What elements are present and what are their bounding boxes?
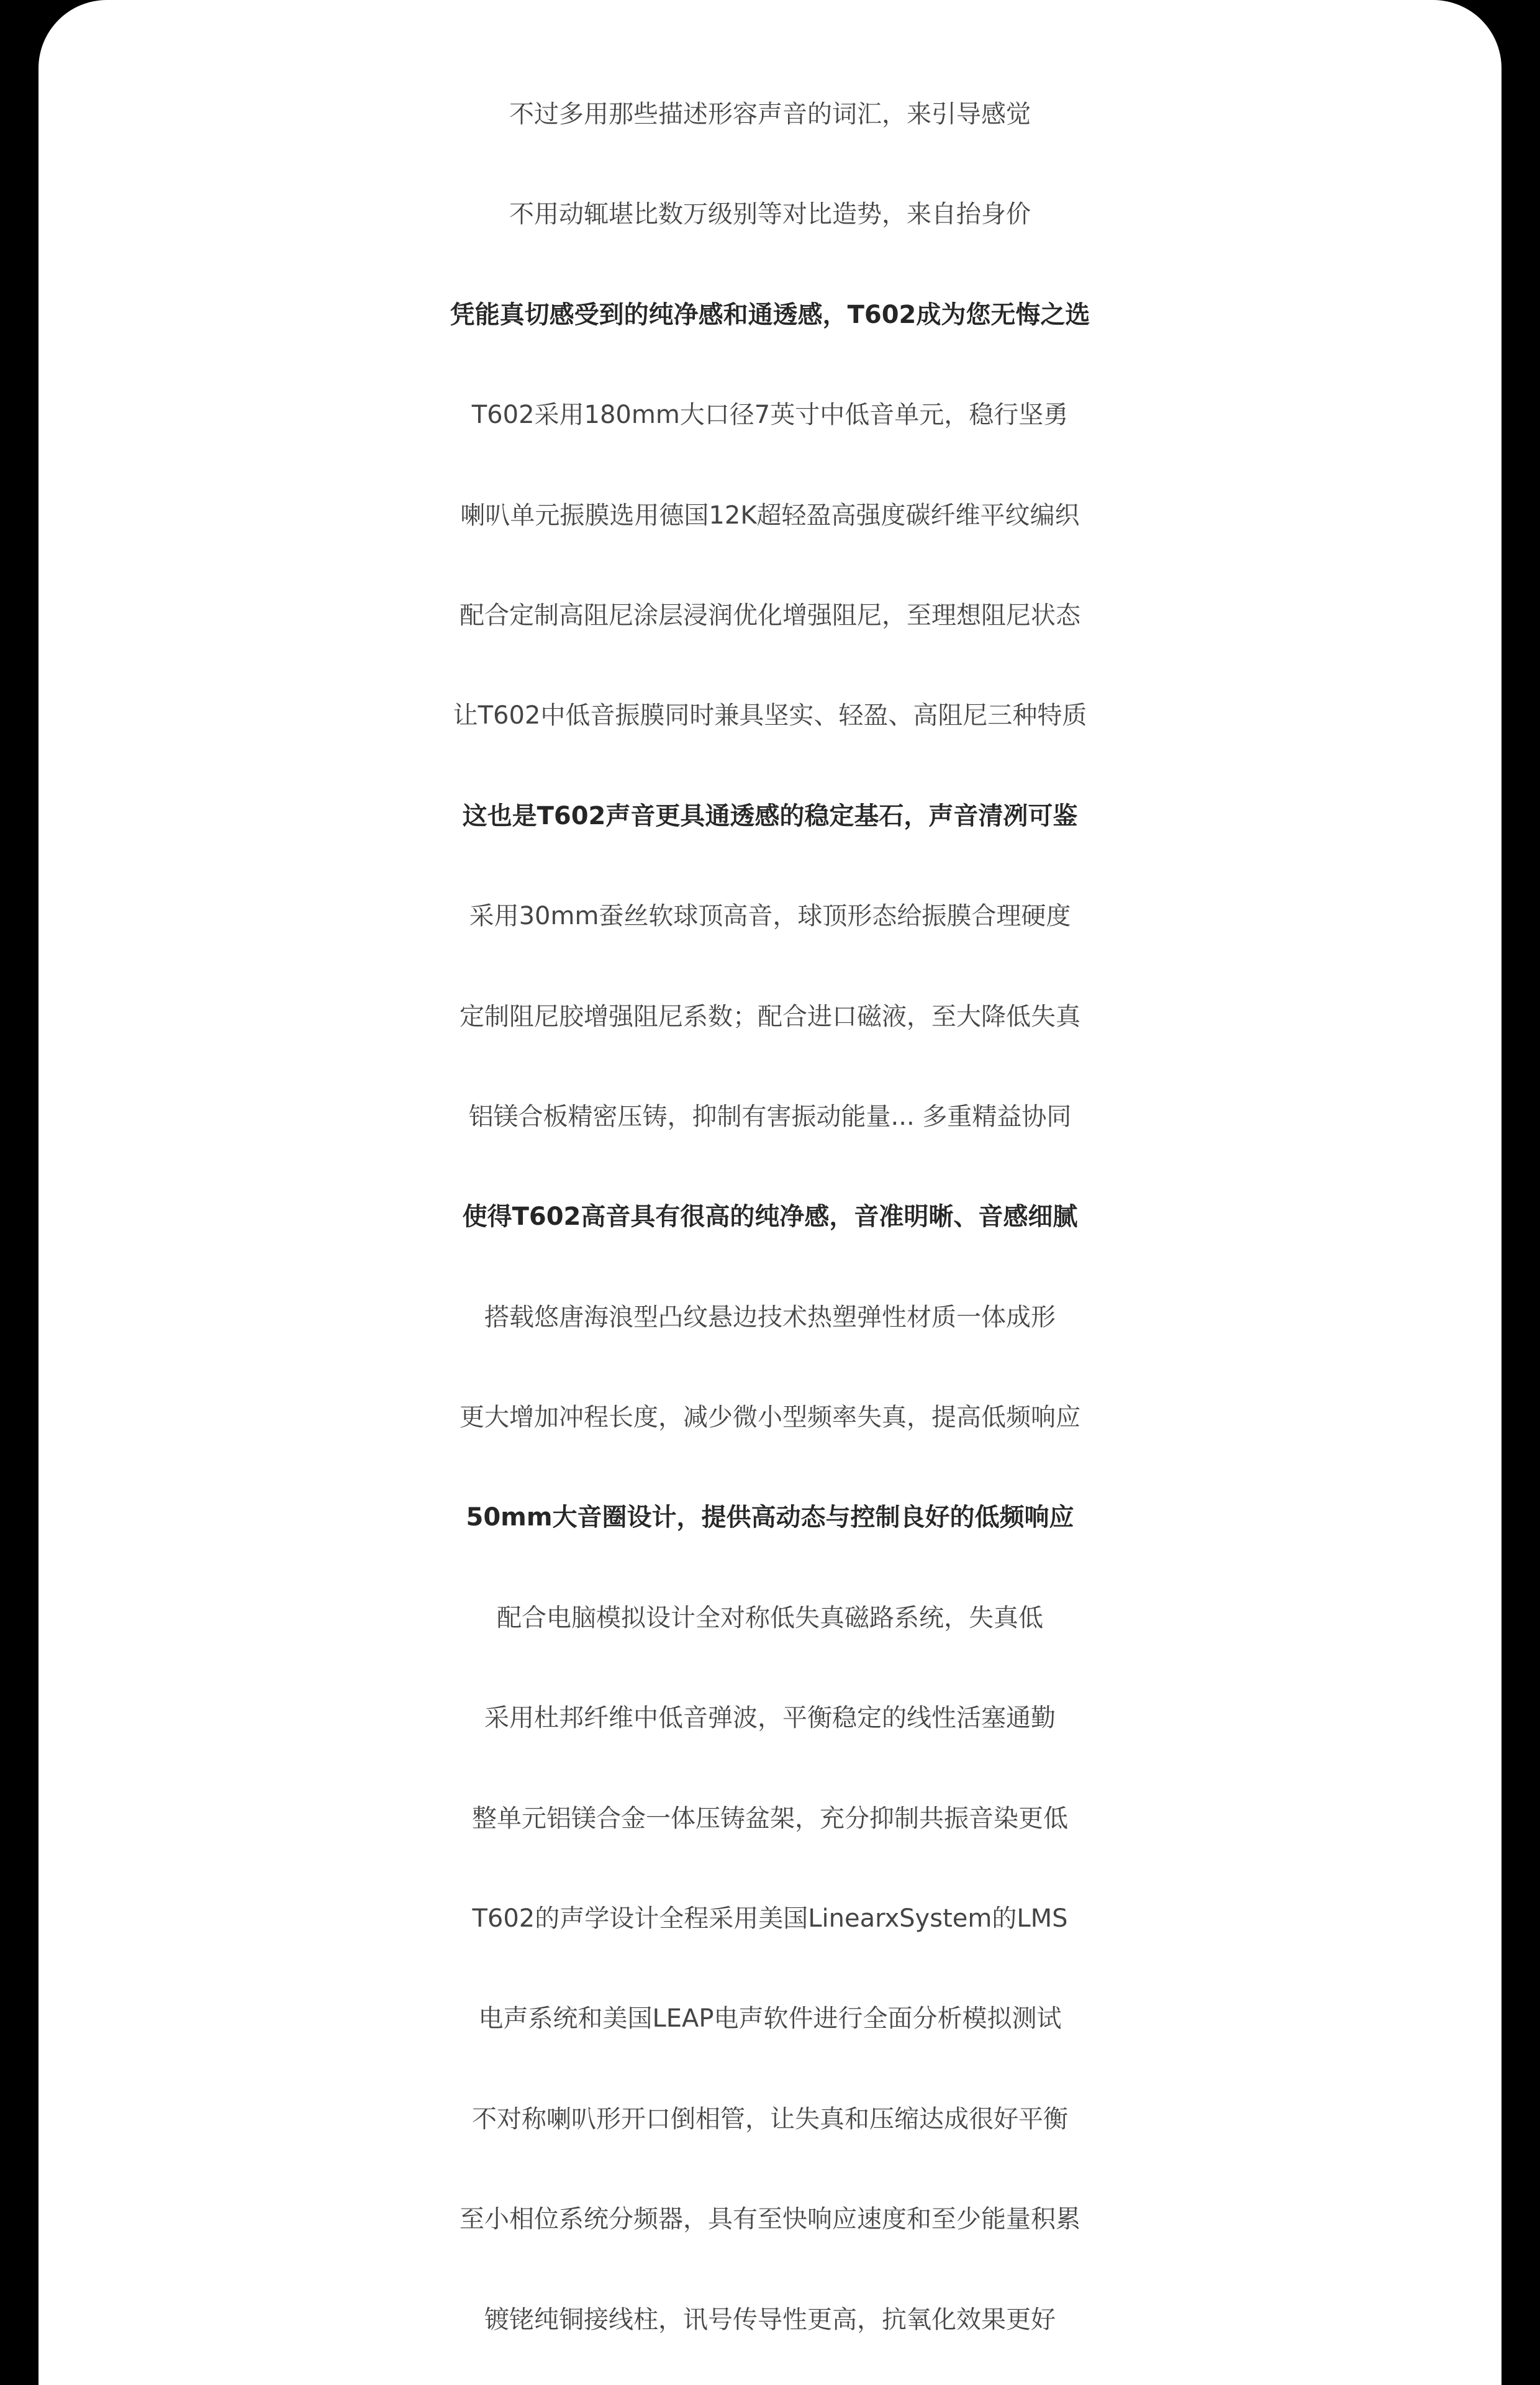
- text-line: 这也是T602声音更具通透感的稳定基石，声音清冽可鉴: [462, 801, 1078, 830]
- text-line: 整单元铝镁合金一体压铸盆架，充分抑制共振音染更低: [472, 1804, 1068, 1833]
- text-line: T602的声学设计全程采用美国LinearxSystem的LMS: [472, 1904, 1068, 1933]
- text-line: 让T602中低音振膜同时兼具坚实、轻盈、高阻尼三种特质: [453, 701, 1087, 730]
- text-line: 采用30mm蚕丝软球顶高音，球顶形态给振膜合理硬度: [469, 902, 1071, 931]
- text-line: 铝镁合板精密压铸，抑制有害振动能量... 多重精益协同: [468, 1102, 1072, 1131]
- text-line: 不过多用那些描述形容声音的词汇，来引导感觉: [509, 100, 1031, 129]
- text-line: 搭载悠唐海浪型凸纹悬边技术热塑弹性材质一体成形: [484, 1302, 1056, 1332]
- text-line: 凭能真切感受到的纯净感和通透感，T602成为您无悔之选: [450, 300, 1090, 329]
- text-line: 不对称喇叭形开口倒相管，让失真和压缩达成很好平衡: [472, 2104, 1068, 2133]
- text-line: 喇叭单元振膜选用德国12K超轻盈高强度碳纤维平纹编织: [460, 501, 1080, 530]
- text-line: 采用杜邦纤维中低音弹波，平衡稳定的线性活塞通勤: [484, 1704, 1056, 1733]
- text-line: T602采用180mm大口径7英寸中低音单元，稳行坚勇: [471, 401, 1069, 430]
- text-line: 50mm大音圈设计，提供高动态与控制良好的低频响应: [466, 1503, 1074, 1532]
- text-line: 配合定制高阻尼涂层浸润优化增强阻尼，至理想阻尼状态: [460, 601, 1080, 630]
- text-line: 配合电脑模拟设计全对称低失真磁路系统，失真低: [497, 1603, 1043, 1632]
- text-line: 定制阻尼胶增强阻尼系数；配合进口磁液，至大降低失真: [460, 1002, 1080, 1031]
- content-card: [38, 0, 1502, 2385]
- text-line: 镀铑纯铜接线柱，讯号传导性更高，抗氧化效果更好: [484, 2305, 1056, 2334]
- text-line: 不用动辄堪比数万级别等对比造势，来自抬身价: [509, 200, 1031, 229]
- text-line: 使得T602高音具有很高的纯净感，音准明晰、音感细腻: [462, 1202, 1078, 1232]
- text-line: 电声系统和美国LEAP电声软件进行全面分析模拟测试: [478, 2004, 1062, 2033]
- description-text-block: [38, 65, 1502, 2370]
- text-line: 至小相位系统分频器，具有至快响应速度和至少能量积累: [460, 2205, 1080, 2234]
- text-line: 更大增加冲程长度，减少微小型频率失真，提高低频响应: [460, 1403, 1080, 1432]
